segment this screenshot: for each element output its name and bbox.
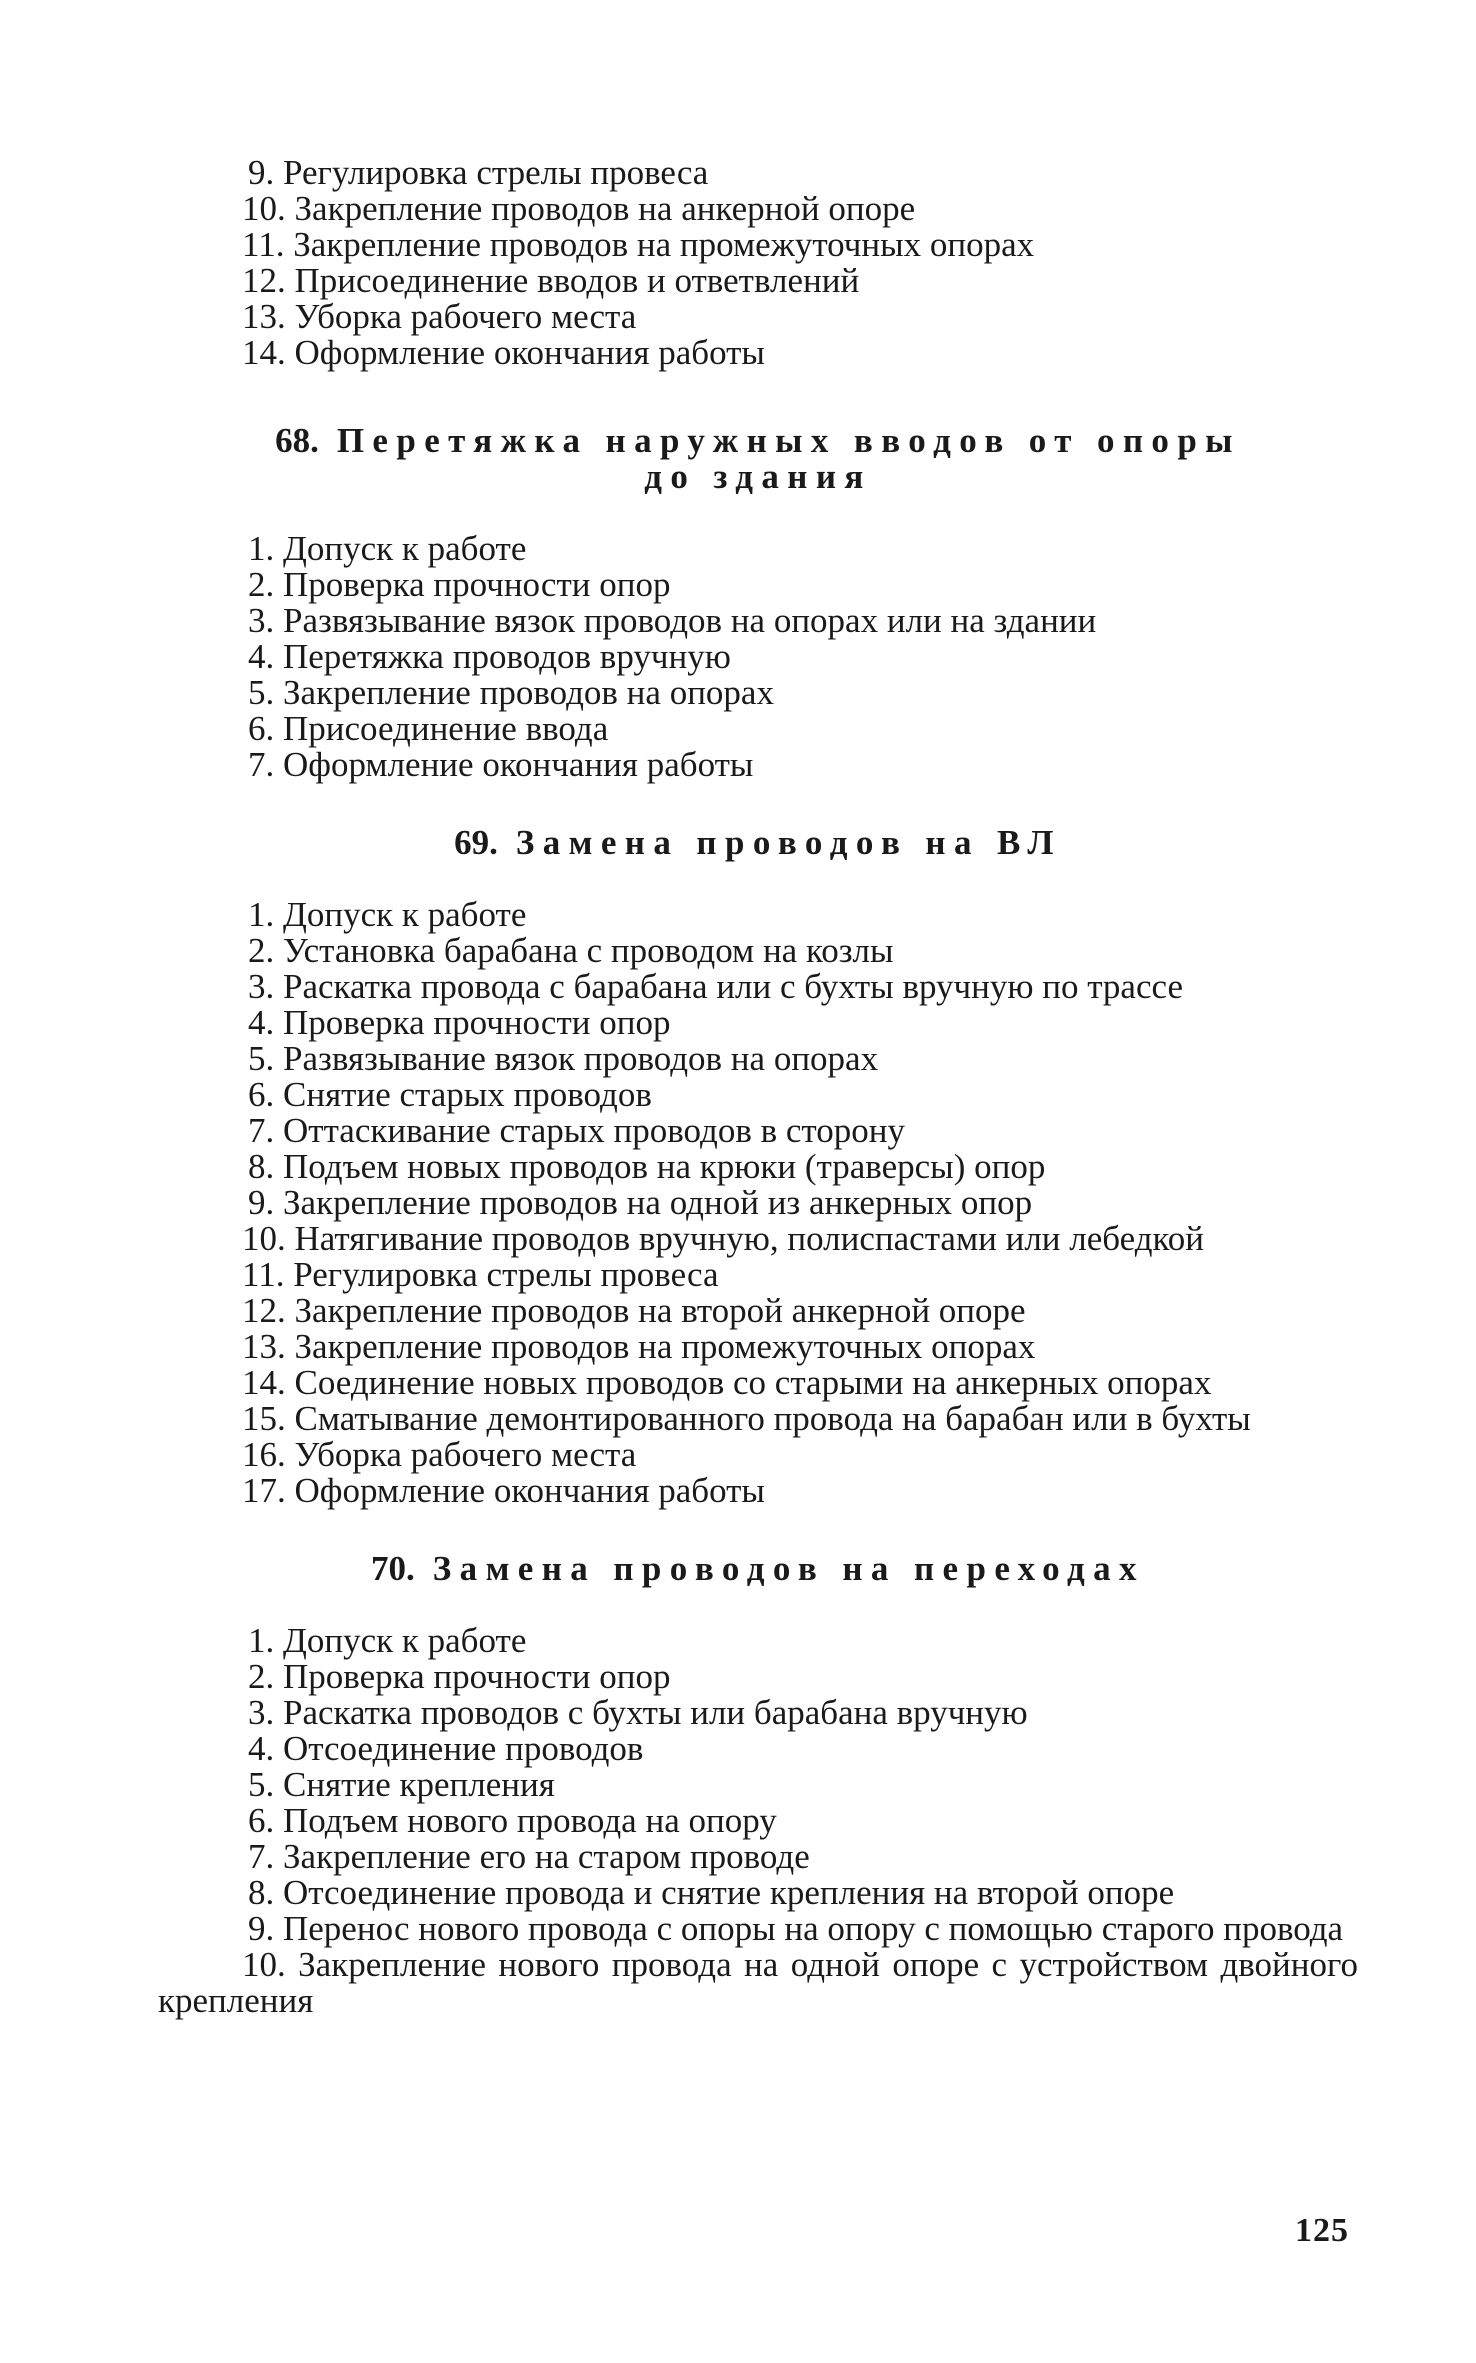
list-item: 1. Допуск к работе	[248, 895, 527, 934]
list-item: 9. Перенос нового провода с опоры на опору с помощью старого провода	[248, 1909, 1344, 1948]
list-item: 3. Развязывание вязок проводов на опорах или на здании	[248, 601, 1097, 640]
list-item: 2. Проверка прочности опор	[248, 565, 671, 604]
list-item: 16. Уборка рабочего места	[242, 1435, 637, 1474]
list-item: 11. Регулировка стрелы провеса	[242, 1255, 719, 1294]
list-item: 6. Присоединение ввода	[248, 709, 609, 748]
list-item: 10. Закрепление нового провода на одной опоре с устройством двойного крепления	[158, 1945, 1358, 2020]
top-list	[158, 155, 1358, 371]
section-title-line1: Перетяжка наружных вводов от опоры	[336, 421, 1241, 460]
list-item: 7. Оформление окончания работы	[248, 745, 754, 784]
list-item: 12. Закрепление проводов на второй анкерной опоре	[242, 1291, 1026, 1330]
section-number: 70.	[371, 1549, 415, 1588]
list-item: 12. Присоединение вводов и ответвлений	[242, 261, 860, 300]
list-item: 7. Закрепление его на старом проводе	[248, 1837, 810, 1876]
list-item: 11. Закрепление проводов на промежуточных опорах	[242, 225, 1035, 264]
document-page	[158, 155, 1358, 2019]
list-item: 5. Закрепление проводов на опорах	[248, 673, 774, 712]
list-item: 7. Оттаскивание старых проводов в сторону	[248, 1111, 905, 1150]
list-item: 6. Снятие старых проводов	[248, 1075, 652, 1114]
section-number: 69.	[454, 823, 498, 862]
section-title-line2: до здания	[644, 457, 872, 496]
list-item: 10. Закрепление проводов на анкерной опоре	[242, 189, 916, 228]
list-item: 6. Подъем нового провода на опору	[248, 1801, 777, 1840]
list-item: 17. Оформление окончания работы	[242, 1471, 765, 1510]
list-item: 3. Раскатка провода с барабана или с бухты вручную по трассе	[248, 967, 1184, 1006]
list-item: 1. Допуск к работе	[248, 529, 527, 568]
list-item: 10. Натягивание проводов вручную, полиспастами или лебедкой	[242, 1219, 1204, 1258]
list-item: 13. Закрепление проводов на промежуточных опорах	[242, 1327, 1036, 1366]
list-item: 4. Проверка прочности опор	[248, 1003, 671, 1042]
section-69-list	[158, 897, 1358, 1509]
section-68-title	[158, 423, 1358, 495]
list-item: 1. Допуск к работе	[248, 1621, 527, 1660]
section-title-text: Замена проводов на переходах	[432, 1549, 1145, 1588]
section-70-list	[158, 1623, 1358, 2019]
list-item: 5. Снятие крепления	[248, 1765, 555, 1804]
list-item: 3. Раскатка проводов с бухты или барабана вручную	[248, 1693, 1028, 1732]
section-68-list	[158, 531, 1358, 783]
list-item: 15. Сматывание демонтированного провода на барабан или в бухты	[242, 1399, 1251, 1438]
list-item: 8. Отсоединение провода и снятие крепления на второй опоре	[248, 1873, 1175, 1912]
section-title-text: Замена проводов на ВЛ	[515, 823, 1062, 862]
section-70-title	[158, 1551, 1358, 1587]
list-item: 13. Уборка рабочего места	[242, 297, 637, 336]
list-item: 5. Развязывание вязок проводов на опорах	[248, 1039, 879, 1078]
list-item: 14. Соединение новых проводов со старыми на анкерных опорах	[242, 1363, 1212, 1402]
section-number: 68.	[275, 421, 319, 460]
list-item: 9. Закрепление проводов на одной из анкерных опор	[248, 1183, 1033, 1222]
section-69-title	[158, 825, 1358, 861]
list-item: 9. Регулировка стрелы провеса	[248, 153, 709, 192]
list-item: 2. Проверка прочности опор	[248, 1657, 671, 1696]
list-item: 2. Установка барабана с проводом на козлы	[248, 931, 894, 970]
list-item: 14. Оформление окончания работы	[242, 333, 765, 372]
page-number: 125	[1295, 2212, 1349, 2249]
list-item: 4. Перетяжка проводов вручную	[248, 637, 731, 676]
list-item: 8. Подъем новых проводов на крюки (траверсы) опор	[248, 1147, 1046, 1186]
list-item: 4. Отсоединение проводов	[248, 1729, 644, 1768]
